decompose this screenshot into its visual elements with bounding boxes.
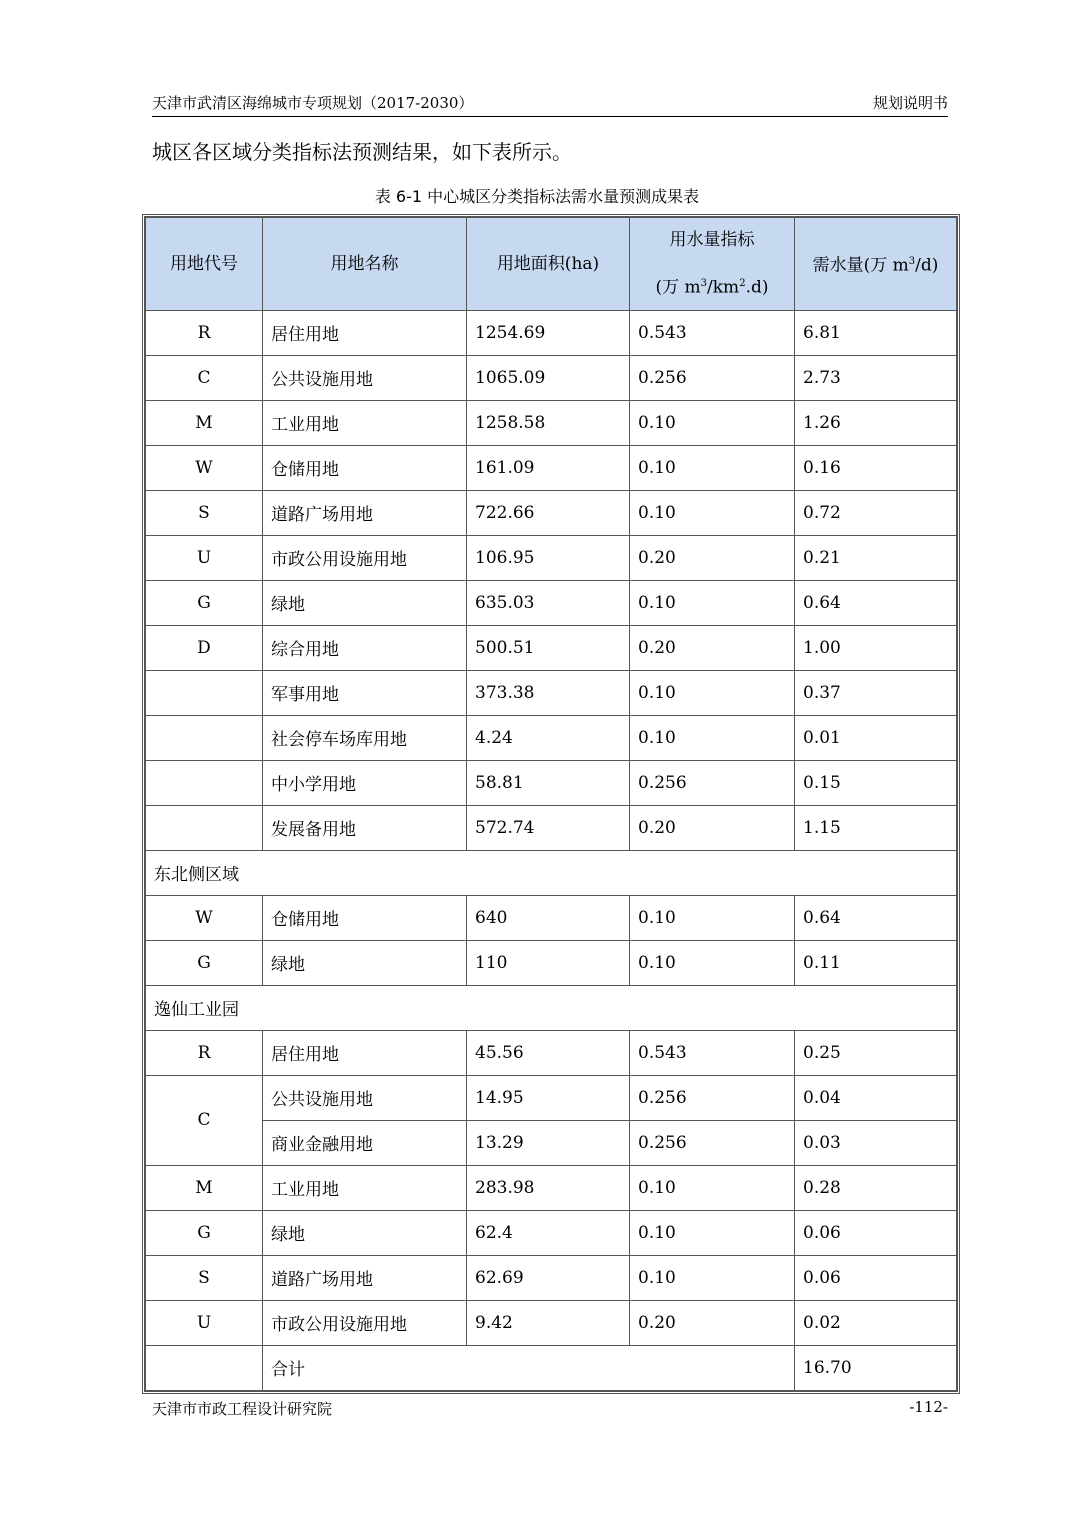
cell-name: 仓储用地 bbox=[263, 445, 467, 490]
cell-demand: 0.11 bbox=[795, 940, 957, 985]
cell-area: 640 bbox=[467, 895, 630, 940]
cell-code: C bbox=[146, 1075, 263, 1165]
cell-area: 58.81 bbox=[467, 760, 630, 805]
cell-area: 45.56 bbox=[467, 1030, 630, 1075]
cell-demand: 1.00 bbox=[795, 625, 957, 670]
total-value: 16.70 bbox=[795, 1345, 957, 1390]
table-row bbox=[146, 1300, 957, 1345]
cell-name: 军事用地 bbox=[263, 670, 467, 715]
table-row bbox=[146, 895, 957, 940]
cell-code: G bbox=[146, 1210, 263, 1255]
section-row-yixian bbox=[146, 985, 957, 1030]
cell-demand: 0.04 bbox=[795, 1075, 957, 1120]
cell-area: 1258.58 bbox=[467, 400, 630, 445]
cell-index: 0.10 bbox=[630, 1165, 795, 1210]
cell-demand: 6.81 bbox=[795, 310, 957, 355]
cell-code: W bbox=[146, 445, 263, 490]
table-row bbox=[146, 535, 957, 580]
table-row bbox=[146, 490, 957, 535]
table-header-row bbox=[146, 218, 957, 311]
cell-code bbox=[146, 670, 263, 715]
cell-area: 1254.69 bbox=[467, 310, 630, 355]
cell-code bbox=[146, 805, 263, 850]
cell-area: 283.98 bbox=[467, 1165, 630, 1210]
cell-index: 0.256 bbox=[630, 1075, 795, 1120]
cell-index: 0.10 bbox=[630, 490, 795, 535]
cell-code: G bbox=[146, 580, 263, 625]
table-row bbox=[146, 625, 957, 670]
cell-name: 综合用地 bbox=[263, 625, 467, 670]
cell-area: 1065.09 bbox=[467, 355, 630, 400]
table-row bbox=[146, 805, 957, 850]
header-doc-type: 规划说明书 bbox=[872, 94, 948, 112]
cell-code bbox=[146, 715, 263, 760]
cell-code: M bbox=[146, 1165, 263, 1210]
cell-area: 635.03 bbox=[467, 580, 630, 625]
cell-demand: 1.15 bbox=[795, 805, 957, 850]
table-row bbox=[146, 355, 957, 400]
cell-index: 0.10 bbox=[630, 670, 795, 715]
cell-demand: 1.26 bbox=[795, 400, 957, 445]
page-number: -112- bbox=[909, 1398, 948, 1416]
header-code: 用地代号 bbox=[146, 218, 263, 311]
table-row bbox=[146, 1120, 957, 1165]
table-row bbox=[146, 760, 957, 805]
table-row bbox=[146, 310, 957, 355]
table-row bbox=[146, 400, 957, 445]
header-index-line1: 用水量指标 bbox=[669, 230, 755, 250]
cell-demand: 0.15 bbox=[795, 760, 957, 805]
cell-name: 社会停车场库用地 bbox=[263, 715, 467, 760]
footer-institute: 天津市市政工程设计研究院 bbox=[152, 1400, 333, 1418]
cell-index: 0.256 bbox=[630, 355, 795, 400]
cell-index: 0.10 bbox=[630, 1255, 795, 1300]
cell-name: 市政公用设施用地 bbox=[263, 535, 467, 580]
page-footer bbox=[152, 1398, 948, 1419]
intro-paragraph: 城区各区域分类指标法预测结果，如下表所示。 bbox=[152, 140, 572, 164]
table-row bbox=[146, 1075, 957, 1120]
cell-area: 62.69 bbox=[467, 1255, 630, 1300]
cell-demand: 0.64 bbox=[795, 895, 957, 940]
cell-name: 工业用地 bbox=[263, 1165, 467, 1210]
cell-area: 161.09 bbox=[467, 445, 630, 490]
cell-code: U bbox=[146, 1300, 263, 1345]
cell-name: 工业用地 bbox=[263, 400, 467, 445]
table-row bbox=[146, 1255, 957, 1300]
cell-demand: 0.06 bbox=[795, 1210, 957, 1255]
table-row bbox=[146, 1030, 957, 1075]
cell-demand: 0.02 bbox=[795, 1300, 957, 1345]
cell-area: 373.38 bbox=[467, 670, 630, 715]
cell-name: 中小学用地 bbox=[263, 760, 467, 805]
cell-demand: 0.64 bbox=[795, 580, 957, 625]
cell-area: 572.74 bbox=[467, 805, 630, 850]
cell-demand: 0.16 bbox=[795, 445, 957, 490]
cell-area: 110 bbox=[467, 940, 630, 985]
cell-name: 道路广场用地 bbox=[263, 1255, 467, 1300]
page-header bbox=[152, 92, 948, 117]
cell-demand: 0.06 bbox=[795, 1255, 957, 1300]
cell-area: 9.42 bbox=[467, 1300, 630, 1345]
cell-index: 0.256 bbox=[630, 1120, 795, 1165]
cell-name: 绿地 bbox=[263, 940, 467, 985]
cell-demand: 0.28 bbox=[795, 1165, 957, 1210]
cell-name: 商业金融用地 bbox=[263, 1120, 467, 1165]
cell-area: 722.66 bbox=[467, 490, 630, 535]
cell-index: 0.10 bbox=[630, 445, 795, 490]
section-row-northeast bbox=[146, 850, 957, 895]
cell-name: 仓储用地 bbox=[263, 895, 467, 940]
cell-index: 0.256 bbox=[630, 760, 795, 805]
header-name: 用地名称 bbox=[263, 218, 467, 311]
cell-index: 0.10 bbox=[630, 1210, 795, 1255]
cell-demand: 0.25 bbox=[795, 1030, 957, 1075]
cell-code: M bbox=[146, 400, 263, 445]
water-demand-table bbox=[145, 217, 957, 1391]
cell-name: 发展备用地 bbox=[263, 805, 467, 850]
table-row bbox=[146, 670, 957, 715]
cell-name: 绿地 bbox=[263, 580, 467, 625]
cell-code: W bbox=[146, 895, 263, 940]
cell-name: 绿地 bbox=[263, 1210, 467, 1255]
cell-index: 0.20 bbox=[630, 625, 795, 670]
cell-index: 0.10 bbox=[630, 940, 795, 985]
header-title: 天津市武清区海绵城市专项规划（2017-2030） bbox=[152, 94, 474, 112]
header-area: 用地面积(ha) bbox=[467, 218, 630, 311]
table-row bbox=[146, 715, 957, 760]
cell-demand: 0.72 bbox=[795, 490, 957, 535]
cell-area: 13.29 bbox=[467, 1120, 630, 1165]
cell-code: D bbox=[146, 625, 263, 670]
cell-index: 0.10 bbox=[630, 715, 795, 760]
total-row bbox=[146, 1345, 957, 1390]
table-row bbox=[146, 940, 957, 985]
cell-demand: 2.73 bbox=[795, 355, 957, 400]
total-label: 合计 bbox=[263, 1345, 795, 1390]
table-frame bbox=[142, 214, 960, 1394]
section-label: 东北侧区域 bbox=[146, 850, 957, 895]
header-index-line2: (万 $m^3/km^2.d$) bbox=[655, 277, 769, 298]
cell-index: 0.543 bbox=[630, 1030, 795, 1075]
cell-code: R bbox=[146, 1030, 263, 1075]
cell-index: 0.10 bbox=[630, 580, 795, 625]
cell-code: U bbox=[146, 535, 263, 580]
cell-index: 0.20 bbox=[630, 805, 795, 850]
cell-index: 0.20 bbox=[630, 1300, 795, 1345]
cell-demand: 0.01 bbox=[795, 715, 957, 760]
cell-area: 500.51 bbox=[467, 625, 630, 670]
table-row bbox=[146, 580, 957, 625]
cell-name: 市政公用设施用地 bbox=[263, 1300, 467, 1345]
cell-code bbox=[146, 760, 263, 805]
cell-demand: 0.03 bbox=[795, 1120, 957, 1165]
section-label: 逸仙工业园 bbox=[146, 985, 957, 1030]
cell-name: 公共设施用地 bbox=[263, 1075, 467, 1120]
cell-code: S bbox=[146, 490, 263, 535]
cell-area: 4.24 bbox=[467, 715, 630, 760]
cell-index: 0.10 bbox=[630, 400, 795, 445]
cell-name: 居住用地 bbox=[263, 310, 467, 355]
cell-code bbox=[146, 1345, 263, 1390]
cell-code: S bbox=[146, 1255, 263, 1300]
cell-area: 62.4 bbox=[467, 1210, 630, 1255]
cell-area: 14.95 bbox=[467, 1075, 630, 1120]
table-row bbox=[146, 445, 957, 490]
table-caption: 表 6-1 中心城区分类指标法需水量预测成果表 bbox=[374, 187, 700, 206]
cell-name: 公共设施用地 bbox=[263, 355, 467, 400]
cell-code: R bbox=[146, 310, 263, 355]
cell-index: 0.10 bbox=[630, 895, 795, 940]
cell-index: 0.20 bbox=[630, 535, 795, 580]
cell-demand: 0.37 bbox=[795, 670, 957, 715]
cell-name: 道路广场用地 bbox=[263, 490, 467, 535]
table-row bbox=[146, 1210, 957, 1255]
header-index bbox=[630, 218, 795, 311]
cell-code: G bbox=[146, 940, 263, 985]
cell-code: C bbox=[146, 355, 263, 400]
cell-name: 居住用地 bbox=[263, 1030, 467, 1075]
cell-area: 106.95 bbox=[467, 535, 630, 580]
cell-demand: 0.21 bbox=[795, 535, 957, 580]
cell-index: 0.543 bbox=[630, 310, 795, 355]
table-row bbox=[146, 1165, 957, 1210]
header-demand: 需水量(万 $m^3/d$) bbox=[795, 218, 957, 311]
